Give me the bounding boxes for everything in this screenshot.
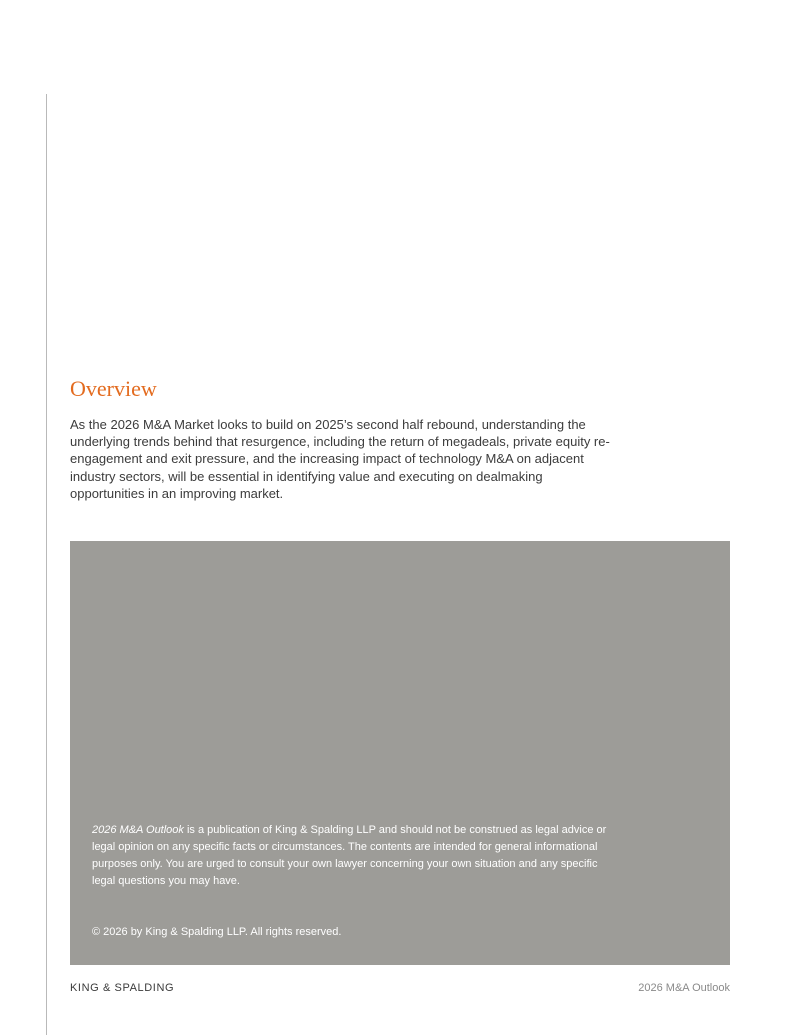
footer-publication-title: 2026 M&A Outlook — [638, 982, 730, 994]
copyright-notice: © 2026 by King & Spalding LLP. All rights reserved. — [92, 926, 342, 938]
disclaimer-text — [92, 822, 612, 890]
disclaimer-body: is a publication of King & Spalding LLP and should not be construed as legal advice or legal opinion on any specific facts or circumstances. The contents are intended for general informational purposes only. You are urged to consult your own lawyer concerning your own situation and any specific legal questions you may have. — [92, 824, 607, 887]
overview-heading: Overview — [70, 376, 157, 401]
publication-name: 2026 M&A Outlook — [92, 824, 184, 836]
overview-paragraph: As the 2026 M&A Market looks to build on 2025’s second half rebound, understanding the underlying trends behind that resurgence, including the return of megadeals, private equity re-engagement and exit pressure, and the increasing impact of technology M&A on adjacent industry sectors, will be essential in identifying value and executing on dealmaking opportunities in an improving market. — [70, 417, 610, 501]
left-margin-rule — [46, 94, 47, 1035]
footer-brand: KING & SPALDING — [70, 982, 175, 994]
disclaimer-panel — [70, 541, 730, 965]
